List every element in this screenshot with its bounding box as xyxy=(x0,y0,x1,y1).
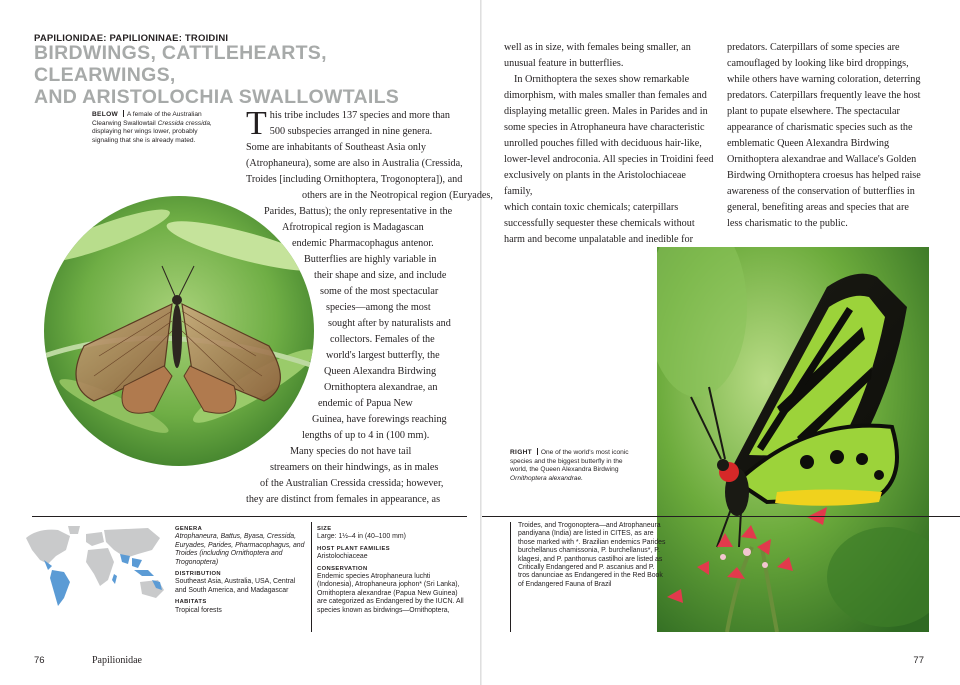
world-distribution-map xyxy=(18,520,168,610)
body-line: Birdwing Ornithoptera croesus has helped raise xyxy=(727,170,921,181)
page-number-left: 76 xyxy=(34,655,45,666)
running-footer-label: Papilionidae xyxy=(92,655,142,666)
body-line: successfully sequester these chemicals without xyxy=(504,218,695,229)
body-line: general, benefiting areas and species that are xyxy=(727,202,909,213)
body-line: they are distinct from females in appearance, as xyxy=(246,494,441,505)
body-line: world's largest butterfly, the xyxy=(326,350,440,361)
body-line: their shape and size, and include xyxy=(314,270,447,281)
body-line: camouflaged by looking like bird droppings, xyxy=(727,58,909,69)
body-line: emblematic Queen Alexandra Birdwing xyxy=(727,138,890,149)
body-line: plant to pupate elsewhere. The spectacular xyxy=(727,106,900,117)
info-band-rule-right xyxy=(482,516,960,517)
body-line: which contain toxic chemicals; caterpillars xyxy=(504,202,679,213)
page-number-right: 77 xyxy=(913,655,924,666)
caption-line: One of the world's most iconic xyxy=(540,449,629,456)
photo-caption-right xyxy=(510,448,670,483)
body-line: unusual feature in butterflies. xyxy=(504,58,624,69)
body-line: Afrotropical region is Madagascan xyxy=(282,222,424,233)
body-line: unrolled pouches filled with deciduous hair-like, xyxy=(504,138,702,149)
caption-line: A female of the Australian xyxy=(126,111,202,118)
photo-caption-below xyxy=(92,110,238,145)
size-heading: SIZE xyxy=(317,526,332,532)
body-line: species—among the most xyxy=(326,302,431,313)
conservation-heading: CONSERVATION xyxy=(317,565,368,572)
caption-line: displaying her wings lower, probably xyxy=(92,128,198,136)
hosts-heading: HOST PLANT FAMILIES xyxy=(317,545,390,552)
caption-italic: Cressida cressida, xyxy=(157,119,212,127)
body-line: In Ornithoptera the sexes show remarkable xyxy=(514,74,690,85)
body-line: awareness of the conservation of butterflies in xyxy=(727,186,915,197)
body-line: his tribe includes 137 species and more than xyxy=(269,110,450,121)
body-line: Guinea, have forewings reaching xyxy=(312,414,447,425)
info-conservation-continued: Troides, and Trogonoptera—and Atrophaneura pandiyana (India) are listed in CITES, as are those marked with *. Brazilian endemics Parides burchellanus chamissonia, P. burchellanus*, P. klagesi, and P. panthonus castilhoi are listed as Critically Endangered and P. ascanius and P. tros danunciae as Endangered in the Red Book of Endangered Fauna of Brazil xyxy=(518,522,666,588)
genera-text: Atrophaneura, Battus, Byasa, Cressida, Euryades, Parides, Pharmacophagus, and Troides (including Ornithoptera and Trogonoptera) xyxy=(175,533,305,566)
info-divider-right xyxy=(510,522,511,632)
intro-body-text xyxy=(246,105,493,508)
body-line: predators. Caterpillars of some species are xyxy=(727,42,900,53)
caption-line: signaling that she is already mated. xyxy=(92,136,196,144)
body-line: 500 subspecies arranged in nine genera. xyxy=(269,126,433,137)
body-line: Queen Alexandra Birdwing xyxy=(324,366,437,377)
body-line: (Atrophaneura), some are also in Australia (Cressida, xyxy=(246,158,463,169)
info-size-hosts-conservation xyxy=(317,525,467,615)
caption-line: world, the Queen Alexandra Birdwing xyxy=(510,466,619,474)
body-line: sought after by naturalists and xyxy=(328,318,451,329)
body-line: displaying metallic green. Males in Parides and in xyxy=(504,106,708,117)
caption-label: RIGHT xyxy=(510,449,533,456)
body-line: lengths of up to 4 in (100 mm). xyxy=(302,430,430,441)
body-line: streamers on their hindwings, as in males xyxy=(270,462,439,473)
body-line: exclusively on plants in the Aristolochiaceae family, xyxy=(504,170,686,197)
caption-line: species and the biggest butterfly in the xyxy=(510,457,623,465)
body-line: less charismatic to the public. xyxy=(727,218,848,229)
body-line: while others have warning coloration, deterring xyxy=(727,74,921,85)
body-line: some species in Atrophaneura have characteristic xyxy=(504,122,705,133)
title-line-1: BIRDWINGS, CATTLEHEARTS, CLEARWINGS, xyxy=(34,42,327,86)
caption-line: Ornithoptera alexandrae. xyxy=(510,474,583,482)
body-line: harm and become unpalatable and inedible for xyxy=(504,234,693,245)
body-line: Ornithoptera alexandrae, an xyxy=(324,382,438,393)
body-line: Many species do not have tail xyxy=(290,446,412,457)
info-genera-distribution xyxy=(175,525,307,615)
distribution-text: Southeast Asia, Australia, USA, Central and South America, and Madagascar xyxy=(175,578,296,594)
title-line-2: AND ARISTOLOCHIA SWALLOWTAILS xyxy=(34,86,400,108)
taxonomy-kicker: PAPILIONIDAE: PAPILIONINAE: TROIDINI xyxy=(34,33,229,44)
body-line: collectors. Females of the xyxy=(330,334,435,345)
body-line: dimorphism, with males smaller than females and xyxy=(504,90,707,101)
body-column-1 xyxy=(504,40,716,248)
conservation-text: Endemic species Atrophaneura luchti (Indonesia), Atrophaneura jophon* (Sri Lanka), Ornithoptera alexandrae (Papua New Guinea) are categorized as Endangered by the IUCN. All species known as birdwings—Ornithoptera, xyxy=(317,573,464,614)
body-line: Butterflies are highly variable in xyxy=(304,254,437,265)
habitats-heading: HABITATS xyxy=(175,599,207,606)
info-divider xyxy=(311,522,312,632)
body-line: Parides, Battus); the only representative in the xyxy=(264,206,453,217)
body-line: appearance of charismatic species such as the xyxy=(727,122,913,133)
queen-alexandra-birdwing-photo xyxy=(657,247,929,632)
body-line: of the Australian Cressida cressida; however, xyxy=(260,478,444,489)
right-page xyxy=(482,0,960,685)
distribution-heading: DISTRIBUTION xyxy=(175,571,222,578)
body-line: endemic Pharmacophagus antenor. xyxy=(292,238,434,249)
body-column-2 xyxy=(727,40,937,232)
body-line: endemic of Papua New xyxy=(318,398,413,409)
body-line: others are in the Neotropical region (Euryades, xyxy=(302,190,493,201)
body-line: predators. Caterpillars frequently leave the host xyxy=(727,90,921,101)
caption-line: Clearwing Swallowtail xyxy=(92,119,158,127)
size-text: Large: 1½–4 in (40–100 mm) xyxy=(317,533,406,541)
body-line: some of the most spectacular xyxy=(320,286,439,297)
page-title xyxy=(34,42,464,108)
body-line: lower-level androconia. All species in Troidini feed xyxy=(504,154,714,165)
body-line: Some are inhabitants of Southeast Asia only xyxy=(246,142,426,153)
body-line: well as in size, with females being smaller, an xyxy=(504,42,691,53)
habitats-text: Tropical forests xyxy=(175,606,222,614)
caption-label: BELOW xyxy=(92,111,119,118)
drop-cap: T xyxy=(246,105,267,142)
body-line: Ornithoptera alexandrae and Wallace's Golden xyxy=(727,154,917,165)
body-line: Troides [including Ornithoptera, Trogonoptera]), and xyxy=(246,174,463,185)
hosts-text: Aristolochiaceae xyxy=(317,553,368,561)
info-band-rule xyxy=(32,516,467,517)
genera-heading: GENERA xyxy=(175,526,203,532)
